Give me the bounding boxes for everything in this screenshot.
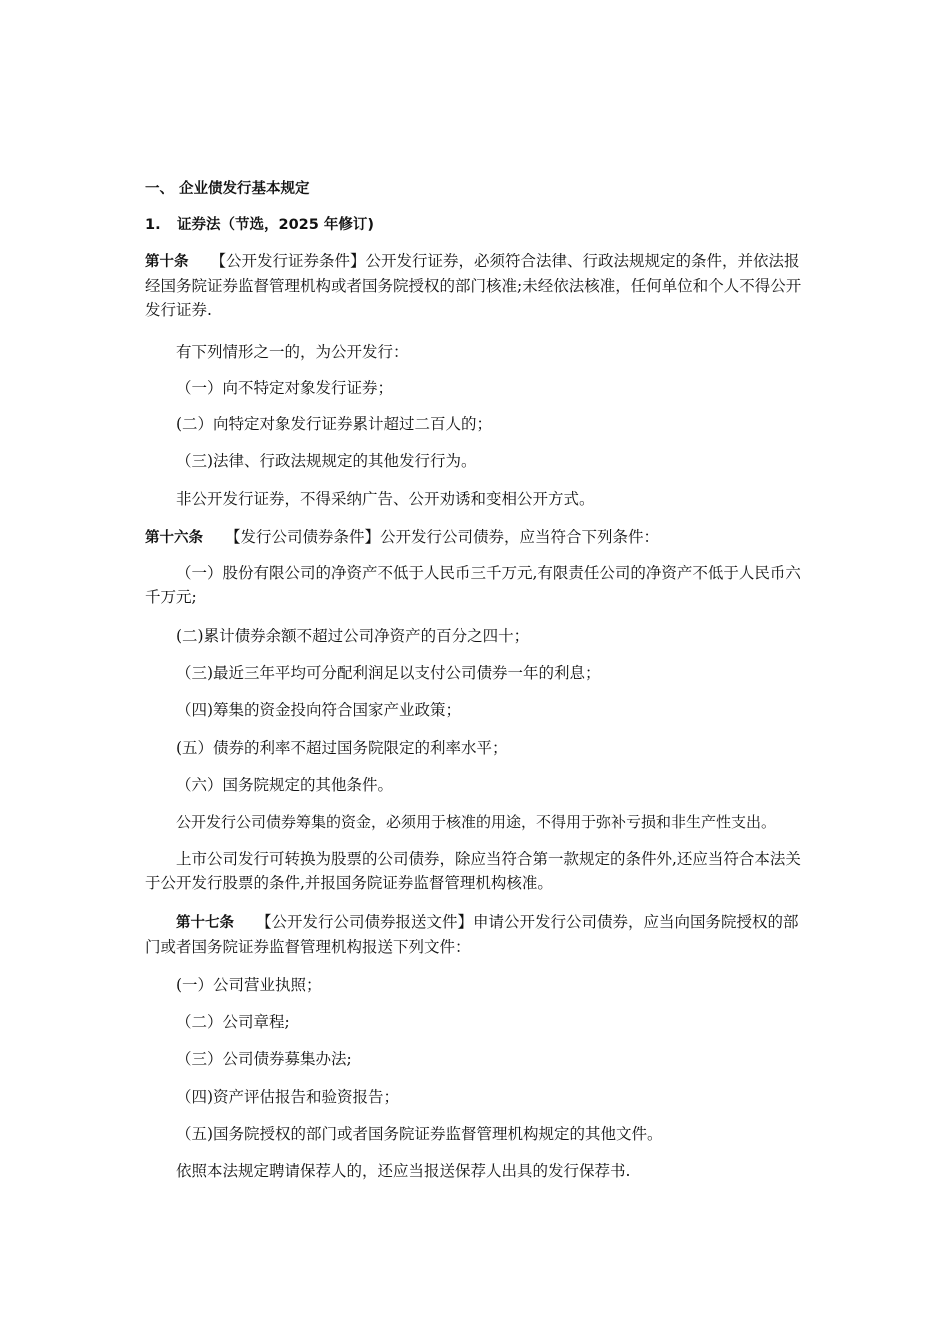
- article-10-paragraph: 有下列情形之一的，为公开发行：: [176, 343, 409, 361]
- article-16-item-4: （四)筹集的资金投向符合国家产业政策；: [176, 701, 462, 719]
- section-heading: 一、 企业债发行基本规定: [145, 181, 310, 197]
- article-10-item-1: （一）向不特定对象发行证券；: [176, 379, 394, 397]
- article-10: [145, 249, 810, 322]
- article-17-item-3: （三）公司债券募集办法;: [176, 1050, 352, 1068]
- article-16-item-6: （六）国务院规定的其他条件。: [176, 776, 394, 794]
- article-17-label: 第十七条: [176, 915, 234, 931]
- article-16-item-3: （三)最近三年平均可分配利润足以支付公司债券一年的利息；: [176, 664, 601, 682]
- article-17: [145, 910, 810, 959]
- subsection-heading: [145, 213, 810, 234]
- article-16-item-5: (五）债券的利率不超过国务院限定的利率水平；: [176, 739, 508, 757]
- article-10-paragraph-2: 非公开发行证券，不得采纳广告、公开劝诱和变相公开方式。: [176, 490, 595, 508]
- article-16-paragraph-2: 上市公司发行可转换为股票的公司债券，除应当符合第一款规定的条件外,还应当符合本法关于公开发行股票的条件,并报国务院证券监督管理机构核准。: [145, 850, 801, 892]
- article-17-item-5: （五)国务院授权的部门或者国务院证券监督管理机构规定的其他文件。: [176, 1125, 663, 1143]
- article-17-body: 【公开发行公司债券报送文件】申请公开发行公司债券，应当向国务院授权的部门或者国务院证券监督管理机构报送下列文件：: [145, 913, 799, 956]
- article-10-item-3: （三)法律、行政法规规定的其他发行行为。: [176, 452, 477, 470]
- article-16-paragraph-1: 公开发行公司债券筹集的资金，必须用于核准的用途，不得用于弥补亏损和非生产性支出。: [176, 813, 777, 831]
- article-10-body: 【公开发行证券条件】公开发行证券，必须符合法律、行政法规规定的条件，并依法报经国务院证券监督管理机构或者国务院授权的部门核准;未经依法核准，任何单位和个人不得公开发行证券.: [145, 252, 802, 319]
- article-16: [145, 525, 810, 547]
- article-10-item-2: (二）向特定对象发行证券累计超过二百人的；: [176, 415, 493, 433]
- subsection-number: 1.: [145, 217, 161, 233]
- article-10-label: 第十条: [145, 254, 189, 270]
- article-16-label: 第十六条: [145, 530, 203, 546]
- article-17-paragraph: 依照本法规定聘请保荐人的，还应当报送保荐人出具的发行保荐书.: [176, 1162, 631, 1180]
- article-17-item-2: （二）公司章程;: [176, 1013, 290, 1031]
- article-16-body: 【发行公司债券条件】公开发行公司债券，应当符合下列条件：: [225, 528, 660, 546]
- article-17-item-1: (一）公司营业执照；: [176, 976, 322, 994]
- article-16-item-2: (二)累计债券余额不超过公司净资产的百分之四十；: [176, 627, 530, 645]
- subsection-title: 证券法（节选，2025 年修订): [177, 217, 375, 233]
- article-16-item-1: （一）股份有限公司的净资产不低于人民币三千万元,有限责任公司的净资产不低于人民币六千万元;: [145, 564, 801, 606]
- article-17-item-4: （四)资产评估报告和验资报告；: [176, 1088, 400, 1106]
